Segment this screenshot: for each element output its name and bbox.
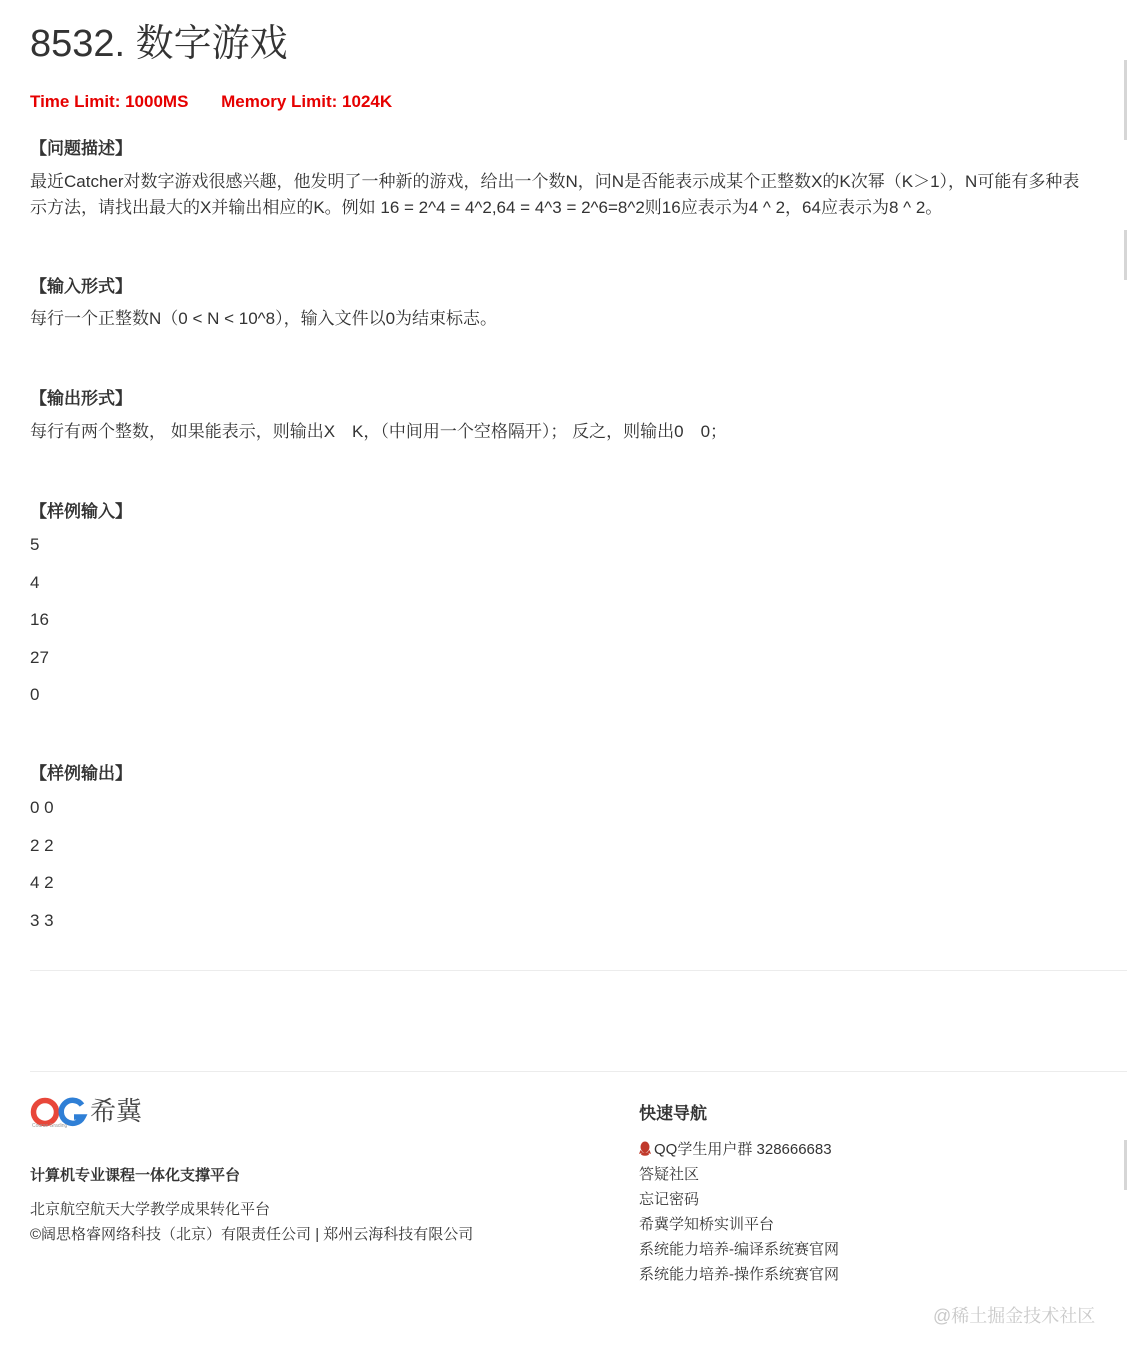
problem-title: 8532. 数字游戏 [30,23,288,65]
logo-text: 希冀 [90,1097,143,1127]
qq-penguin-icon [639,1141,651,1162]
nav-link-label: QQ学生用户群 328666683 [654,1141,832,1158]
input-format-text: 每行一个正整数N（0 < N < 10^8），输入文件以0为结束标志。 [30,309,498,328]
output-format-heading: 【输出形式】 [30,389,132,408]
content-divider [30,970,1127,971]
limits-bar [30,92,392,112]
nav-link-qa-community[interactable]: 答疑社区 [639,1166,700,1183]
sample-output-heading: 【样例输出】 [30,764,132,783]
sample-output-block [30,796,54,946]
sample-output-line: 0 0 [30,798,54,817]
sample-input-line: 16 [30,610,49,629]
quick-nav [639,1099,839,1290]
memory-limit: Memory Limit: 1024K [221,92,393,111]
watermark: @稀土掘金技术社区 [933,1306,1096,1326]
sample-output-line: 2 2 [30,835,54,855]
nav-link-training-platform[interactable]: 希冀学知桥实训平台 [639,1216,775,1233]
input-format-heading: 【输入形式】 [30,277,132,296]
nav-link-qq-group[interactable] [639,1140,839,1165]
time-limit: Time Limit: 1000MS [30,92,189,111]
sample-input-line: 27 [30,647,49,667]
footer-divider [30,1071,1127,1072]
sample-input-block [30,533,49,721]
sample-input-line: 5 [30,535,40,554]
sample-input-heading: 【样例输入】 [30,502,132,521]
footer-copyright: ©阔思格睿网络科技（北京）有限责任公司 | 郑州云海科技有限公司 [30,1226,474,1243]
site-logo[interactable] [30,1094,142,1130]
sample-input-line: 0 [30,685,40,704]
footer-line-1: 北京航空航天大学教学成果转化平台 [30,1201,271,1218]
quick-nav-title: 快速导航 [639,1104,707,1123]
nav-link-forgot-password[interactable]: 忘记密码 [639,1191,700,1208]
output-format-text: 每行有两个整数， 如果能表示，则输出X K，（中间用一个空格隔开）； 反之，则输出0 0； [30,422,728,441]
footer-slogan: 计算机专业课程一体化支撑平台 [30,1167,241,1184]
sample-input-line: 4 [30,572,40,592]
sample-output-line: 4 2 [30,873,54,892]
footer-brand [30,1094,142,1130]
nav-link-os-contest[interactable]: 系统能力培养-操作系统赛官网 [639,1266,839,1283]
description-heading: 【问题描述】 [30,139,132,158]
logo-subtext: Course Grading [32,1123,68,1129]
nav-link-compiler-contest[interactable]: 系统能力培养-编译系统赛官网 [639,1241,839,1258]
description-text: 最近Catcher对数字游戏很感兴趣，他发明了一种新的游戏，给出一个数N，问N是否能表示成某个正整数X的K次幂（K＞1），N可能有多种表示方法，请找出最大的X并输出相应的K。例如 16 = 2^4 = 4^2,64 = 4^3 = 2^6=8^2则16应表示为4 ^ 2，64应表示为8 ^ 2。 [30,172,1080,217]
sample-output-line: 3 3 [30,910,54,930]
